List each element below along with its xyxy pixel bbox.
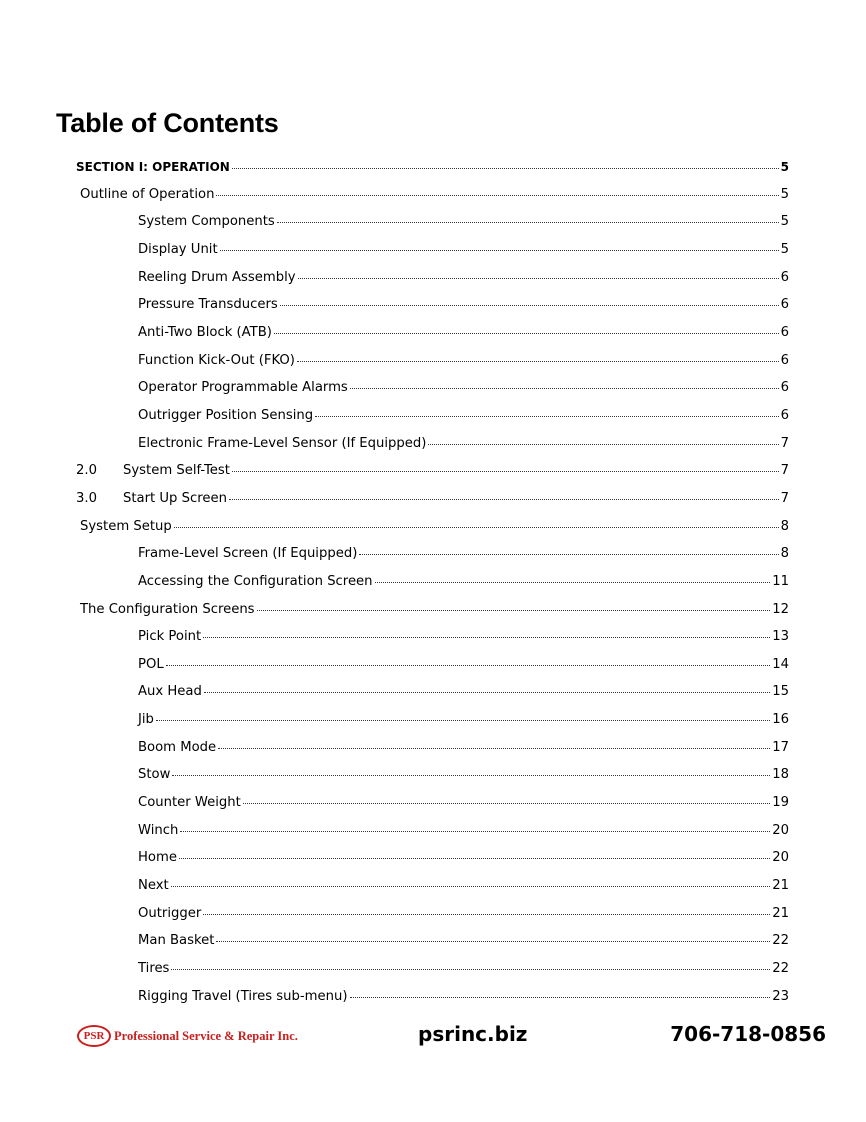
toc-leader (172, 764, 770, 778)
toc-leader (203, 626, 770, 640)
toc-entry-page: 6 (780, 408, 789, 423)
toc-entry-page: 5 (780, 160, 789, 174)
toc-entry[interactable] (80, 184, 789, 204)
toc-leader (166, 654, 771, 668)
toc-entry[interactable] (80, 516, 789, 536)
toc-leader (232, 460, 779, 474)
toc-entry-label: Aux Head (138, 684, 202, 699)
toc-entry-page: 14 (772, 657, 789, 672)
toc-leader (171, 958, 770, 972)
toc-entry-label: Counter Weight (138, 795, 241, 810)
toc-entry-page: 23 (772, 989, 789, 1004)
toc-entry[interactable] (138, 267, 789, 287)
toc-entry[interactable] (138, 986, 789, 1006)
toc-entry[interactable] (138, 792, 789, 812)
toc-entry[interactable] (138, 433, 789, 453)
toc-entry-page: 20 (772, 823, 789, 838)
toc-entry-label: Accessing the Configuration Screen (138, 574, 373, 589)
toc-entry[interactable] (138, 737, 789, 757)
website-link[interactable]: psrinc.biz (418, 1022, 528, 1046)
toc-leader (280, 294, 779, 308)
toc-entry[interactable] (138, 543, 789, 563)
toc-leader (216, 930, 770, 944)
toc-leader (375, 571, 771, 585)
toc-entry-page: 7 (780, 436, 789, 451)
toc-leader (171, 875, 770, 889)
toc-entry[interactable] (138, 405, 789, 425)
toc-leader (179, 847, 770, 861)
toc-entry-label: Man Basket (138, 933, 215, 948)
toc-entry[interactable] (138, 709, 789, 729)
toc-entry[interactable] (76, 488, 789, 508)
toc-entry[interactable] (138, 350, 789, 370)
toc-entry[interactable] (76, 460, 789, 480)
phone-number: 706-718-0856 (670, 1022, 826, 1046)
toc-leader (350, 377, 779, 391)
page-footer (0, 1020, 866, 1052)
toc-entry-page: 16 (772, 712, 789, 727)
toc-entry-label: Home (138, 850, 177, 865)
toc-entry[interactable] (138, 847, 789, 867)
toc-leader (220, 239, 779, 253)
toc-entry-page: 19 (772, 795, 789, 810)
toc-entry-page: 21 (772, 906, 789, 921)
company-name: Professional Service & Repair Inc. (114, 1028, 298, 1043)
toc-entry[interactable] (76, 157, 789, 177)
toc-leader (218, 737, 770, 751)
toc-entry-page: 6 (780, 325, 789, 340)
toc-entry-label: Outrigger Position Sensing (138, 408, 314, 423)
toc-leader (203, 903, 770, 917)
toc-entry-label: System Self-Test (123, 463, 230, 478)
toc-entry-label: Reeling Drum Assembly (138, 270, 296, 285)
toc-leader (359, 543, 778, 557)
toc-leader (297, 350, 779, 364)
toc-entry-page: 6 (780, 353, 789, 368)
toc-entry[interactable] (138, 322, 789, 342)
toc-entry-label: Pressure Transducers (138, 297, 278, 312)
toc-entry-label: Rigging Travel (Tires sub-menu) (138, 989, 348, 1004)
toc-entry-page: 13 (772, 629, 789, 644)
toc-entry[interactable] (138, 377, 789, 397)
toc-entry-page: 17 (772, 740, 789, 755)
toc-entry-label: Jib (138, 712, 154, 727)
toc-entry[interactable] (80, 599, 789, 619)
toc-leader (204, 681, 770, 695)
toc-entry-page: 5 (780, 214, 789, 229)
toc-entry-label: Stow (138, 767, 171, 782)
toc-entry-page: 21 (772, 878, 789, 893)
toc-entry[interactable] (138, 654, 789, 674)
toc-entry-page: 20 (772, 850, 789, 865)
toc-entry-label: POL (138, 657, 164, 672)
toc-entry[interactable] (138, 875, 789, 895)
toc-entry-label: Display Unit (138, 242, 218, 257)
toc-entry-page: 7 (780, 463, 789, 478)
toc-entry[interactable] (138, 681, 789, 701)
toc-leader (315, 405, 779, 419)
toc-leader (274, 322, 779, 336)
toc-entry-page: 6 (780, 380, 789, 395)
toc-entry-label: Tires (138, 961, 170, 976)
toc-leader (428, 433, 778, 447)
toc-leader (277, 211, 779, 225)
page-title: Table of Contents (56, 108, 279, 138)
toc-entry-page: 7 (780, 491, 789, 506)
company-logo (77, 1025, 298, 1047)
toc-entry-label: Operator Programmable Alarms (138, 380, 348, 395)
toc-entry-label: Function Kick-Out (FKO) (138, 353, 295, 368)
toc-entry-page: 22 (772, 961, 789, 976)
toc-entry-label: Frame-Level Screen (If Equipped) (138, 546, 358, 561)
psr-logo-icon: PSR (77, 1025, 111, 1047)
toc-entry-page: 22 (772, 933, 789, 948)
toc-leader (180, 820, 770, 834)
toc-leader (298, 267, 779, 281)
toc-entry[interactable] (138, 958, 789, 978)
toc-entry-label: SECTION I: OPERATION (76, 160, 230, 174)
toc-leader (243, 792, 770, 806)
toc-entry[interactable] (138, 626, 789, 646)
toc-entry[interactable] (138, 294, 789, 314)
toc-entry-label: Start Up Screen (123, 491, 227, 506)
toc-entry-label: Winch (138, 823, 179, 838)
toc-entry-page: 15 (772, 684, 789, 699)
toc-entry-page: 12 (772, 602, 789, 617)
toc-entry[interactable] (138, 571, 789, 591)
toc-entry-page: 6 (780, 297, 789, 312)
toc-entry-label: Electronic Frame-Level Sensor (If Equipped) (138, 436, 427, 451)
toc-entry-page: 5 (780, 242, 789, 257)
toc-entry-page: 6 (780, 270, 789, 285)
toc-entry-page: 8 (780, 546, 789, 561)
toc-entry-label: Boom Mode (138, 740, 217, 755)
toc-entry-number: 2.0 (76, 463, 97, 478)
toc-entry-page: 8 (780, 519, 789, 534)
toc-leader (350, 986, 771, 1000)
toc-entry[interactable] (138, 239, 789, 259)
toc-entry-label: System Setup (80, 519, 172, 534)
toc-entry-label: Outrigger (138, 906, 202, 921)
toc-leader (216, 184, 778, 198)
toc-leader (174, 516, 779, 530)
toc-entry-label: Anti-Two Block (ATB) (138, 325, 272, 340)
toc-entry-label: System Components (138, 214, 275, 229)
toc-entry-page: 5 (780, 187, 789, 202)
toc-entry-label: Pick Point (138, 629, 202, 644)
toc-entry-label: Next (138, 878, 169, 893)
toc-entry-page: 11 (772, 574, 789, 589)
toc-entry[interactable] (138, 764, 789, 784)
toc-entry-label: The Configuration Screens (80, 602, 255, 617)
toc-entry-page: 18 (772, 767, 789, 782)
toc-entry[interactable] (138, 930, 789, 950)
toc-leader (229, 488, 779, 502)
toc-leader (156, 709, 770, 723)
toc-leader (232, 157, 779, 171)
toc-entry-number: 3.0 (76, 491, 97, 506)
toc-leader (257, 599, 771, 613)
toc-entry[interactable] (138, 903, 789, 923)
toc-entry[interactable] (138, 820, 789, 840)
toc-entry[interactable] (138, 211, 789, 231)
toc-entry-label: Outline of Operation (80, 187, 215, 202)
